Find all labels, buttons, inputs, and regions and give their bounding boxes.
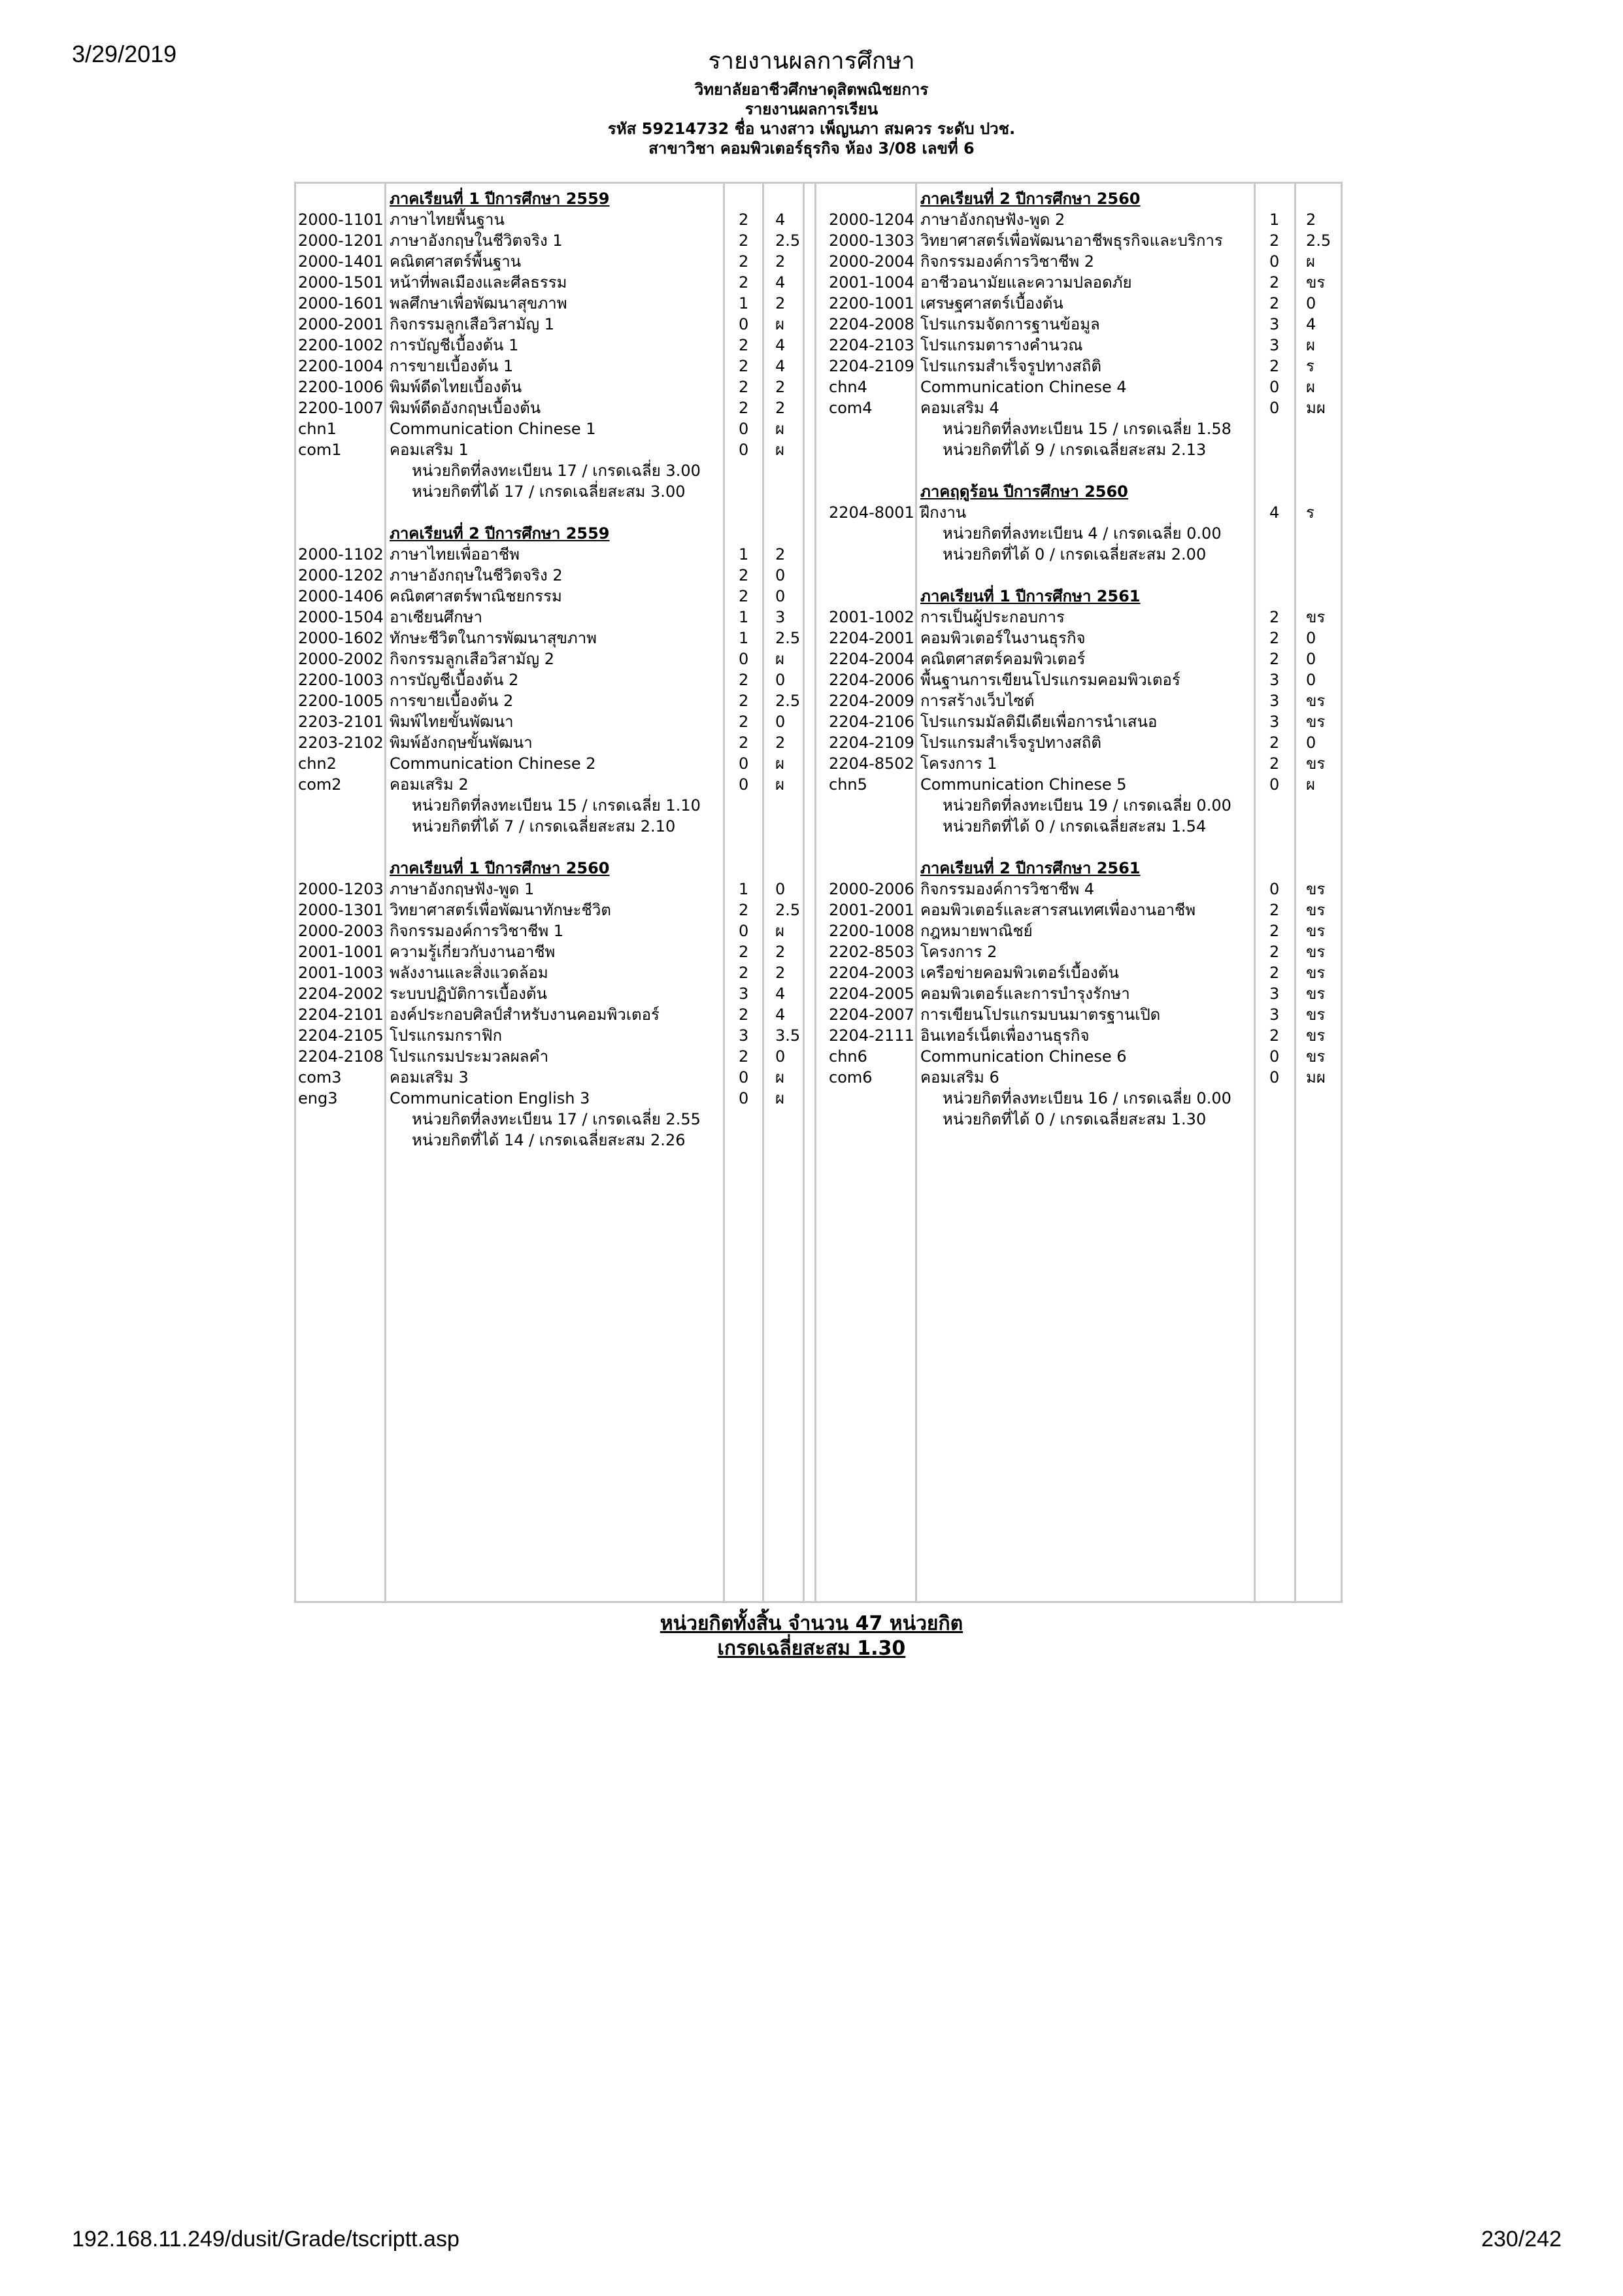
course-code: com4	[829, 399, 873, 417]
course-credit: 3	[739, 985, 749, 1003]
course-code: chn1	[298, 420, 337, 438]
course-credit: 2	[1269, 608, 1280, 626]
course-name: ภาษาอังกฤษในชีวิตจริง 2	[390, 566, 563, 584]
registered-credits-gpa: หน่วยกิตที่ลงทะเบียน 17 / เกรดเฉลี่ย 3.00	[412, 462, 701, 480]
semester-title-text: ภาคเรียนที่ 1 ปีการศึกษา 2561	[920, 587, 1141, 605]
registered-credits-gpa: หน่วยกิตที่ลงทะเบียน 16 / เกรดเฉลี่ย 0.00	[943, 1089, 1231, 1107]
course-grade: ขร	[1306, 880, 1326, 898]
course-grade: 3.5	[775, 1026, 801, 1045]
print-url: 192.168.11.249/dusit/Grade/tscriptt.asp	[72, 2227, 460, 2252]
course-grade: ผ	[775, 1068, 785, 1087]
course-name: การบัญชีเบื้องต้น 1	[390, 336, 519, 354]
course-credit: 0	[739, 922, 749, 940]
course-credit: 1	[739, 629, 749, 647]
course-name: คอมเสริม 2	[390, 775, 469, 794]
course-grade: 4	[1306, 315, 1316, 333]
course-grade: ผ	[1306, 252, 1316, 271]
course-name: พิมพ์ดีดไทยเบื้องต้น	[390, 378, 522, 396]
course-credit: 2	[1269, 294, 1280, 312]
column-divider	[1254, 182, 1256, 1603]
course-name: ภาษาอังกฤษฟัง-พูด 2	[920, 211, 1065, 229]
course-credit: 0	[739, 1068, 749, 1087]
registered-credits-gpa: หน่วยกิตที่ลงทะเบียน 19 / เกรดเฉลี่ย 0.00	[943, 796, 1231, 815]
course-code: 2001-1001	[298, 943, 384, 961]
course-credit: 2	[1269, 734, 1280, 752]
earned-credits-cumulative-gpa: หน่วยกิตที่ได้ 7 / เกรดเฉลี่ยสะสม 2.10	[412, 817, 676, 836]
course-grade: ขร	[1306, 754, 1326, 773]
course-credit: 2	[739, 566, 749, 584]
course-grade: ผ	[775, 315, 785, 333]
course-credit: 2	[739, 211, 749, 229]
course-grade: ผ	[775, 650, 785, 668]
course-grade: ผ	[775, 1089, 785, 1107]
course-credit: 2	[739, 901, 749, 919]
course-grade: 4	[775, 985, 786, 1003]
course-name: คอมพิวเตอร์และสารสนเทศเพื่องานอาชีพ	[920, 901, 1196, 919]
course-code: 2001-1003	[298, 964, 384, 982]
course-grade: 2	[775, 734, 786, 752]
course-grade: ผ	[775, 441, 785, 459]
course-credit: 2	[1269, 922, 1280, 940]
course-name: คอมเสริม 1	[390, 441, 469, 459]
college-name: วิทยาลัยอาชีวศึกษาดุสิตพณิชยการ	[694, 80, 929, 99]
course-credit: 2	[739, 734, 749, 752]
course-grade: 2	[775, 399, 786, 417]
course-credit: 2	[739, 964, 749, 982]
course-code: chn6	[829, 1047, 867, 1066]
course-code: 2200-1005	[298, 692, 384, 710]
course-credit: 3	[1269, 336, 1280, 354]
course-grade: 4	[775, 273, 786, 292]
course-name: Communication Chinese 1	[390, 420, 596, 438]
course-grade: ผ	[775, 922, 785, 940]
earned-credits-cumulative-gpa: หน่วยกิตที่ได้ 14 / เกรดเฉลี่ยสะสม 2.26	[412, 1131, 686, 1149]
course-code: 2203-2102	[298, 734, 384, 752]
course-code: chn5	[829, 775, 867, 794]
course-code: 2204-2109	[829, 357, 914, 375]
course-code: 2000-2004	[829, 252, 914, 271]
course-credit: 1	[739, 608, 749, 626]
course-grade: 2	[775, 943, 786, 961]
course-grade: 0	[775, 713, 786, 731]
column-divider	[723, 182, 725, 1603]
course-grade: 0	[1306, 671, 1316, 689]
course-credit: 2	[739, 378, 749, 396]
course-grade: ผ	[1306, 378, 1316, 396]
course-grade: 2	[1306, 211, 1316, 229]
course-name: หน้าที่พลเมืองและศีลธรรม	[390, 273, 567, 292]
earned-credits-cumulative-gpa: หน่วยกิตที่ได้ 9 / เกรดเฉลี่ยสะสม 2.13	[943, 441, 1207, 459]
course-name: คอมเสริม 6	[920, 1068, 999, 1087]
course-credit: 2	[1269, 943, 1280, 961]
course-grade: 0	[775, 671, 786, 689]
course-code: 2000-2006	[829, 880, 914, 898]
course-name: Communication Chinese 5	[920, 775, 1127, 794]
course-name: Communication Chinese 4	[920, 378, 1127, 396]
course-grade: ขร	[1306, 1026, 1326, 1045]
course-credit: 2	[739, 692, 749, 710]
course-credit: 2	[1269, 650, 1280, 668]
course-code: 2204-2009	[829, 692, 914, 710]
course-name: Communication Chinese 6	[920, 1047, 1127, 1066]
course-code: 2204-2006	[829, 671, 914, 689]
column-divider	[1294, 182, 1296, 1603]
course-grade: 2	[775, 294, 786, 312]
course-name: กิจกรรมลูกเสือวิสามัญ 2	[390, 650, 554, 668]
course-grade: ขร	[1306, 964, 1326, 982]
print-date: 3/29/2019	[72, 41, 177, 67]
course-credit: 0	[739, 754, 749, 773]
course-grade: ขร	[1306, 943, 1326, 961]
course-name: กฎหมายพาณิชย์	[920, 922, 1033, 940]
course-credit: 0	[1269, 775, 1280, 794]
course-credit: 4	[1269, 503, 1280, 522]
semester-title-text: ภาคเรียนที่ 2 ปีการศึกษา 2559	[390, 524, 610, 543]
course-credit: 0	[1269, 252, 1280, 271]
course-grade: ขร	[1306, 985, 1326, 1003]
course-code: 2000-1601	[298, 294, 384, 312]
course-code: 2000-1501	[298, 273, 384, 292]
semester-title-text: ภาคเรียนที่ 1 ปีการศึกษา 2559	[390, 190, 610, 208]
course-code: 2202-8503	[829, 943, 914, 961]
course-credit: 2	[739, 943, 749, 961]
course-code: 2204-8001	[829, 503, 914, 522]
course-name: คณิตศาสตร์พื้นฐาน	[390, 252, 522, 271]
course-grade: 0	[1306, 294, 1316, 312]
course-credit: 3	[1269, 985, 1280, 1003]
course-name: การขายเบื้องต้น 2	[390, 692, 514, 710]
course-grade: ขร	[1306, 1005, 1326, 1024]
print-title: รายงานผลการศึกษา	[708, 47, 915, 74]
course-name: ภาษาไทยพื้นฐาน	[390, 211, 505, 229]
course-credit: 0	[739, 315, 749, 333]
course-grade: 0	[1306, 734, 1316, 752]
course-code: 2001-1002	[829, 608, 914, 626]
course-name: อินเทอร์เน็ตเพื่องานธุรกิจ	[920, 1026, 1090, 1045]
course-credit: 2	[1269, 1026, 1280, 1045]
column-divider	[814, 182, 816, 1603]
course-code: 2000-1301	[298, 901, 384, 919]
course-credit: 0	[739, 441, 749, 459]
course-code: 2204-2001	[829, 629, 914, 647]
course-credit: 1	[739, 880, 749, 898]
course-code: 2000-1204	[829, 211, 914, 229]
course-code: 2204-2004	[829, 650, 914, 668]
course-name: โปรแกรมมัลติมีเดียเพื่อการนำเสนอ	[920, 713, 1158, 731]
course-credit: 2	[739, 357, 749, 375]
course-code: 2001-2001	[829, 901, 914, 919]
course-grade: ผ	[775, 420, 785, 438]
course-name: โปรแกรมประมวลผลคำ	[390, 1047, 549, 1066]
course-grade: 4	[775, 336, 786, 354]
course-code: 2200-1008	[829, 922, 914, 940]
course-name: ทักษะชีวิตในการพัฒนาสุขภาพ	[390, 629, 597, 647]
course-name: โครงการ 1	[920, 754, 997, 773]
course-credit: 2	[739, 252, 749, 271]
course-name: การบัญชีเบื้องต้น 2	[390, 671, 519, 689]
course-credit: 0	[1269, 399, 1280, 417]
course-credit: 2	[1269, 901, 1280, 919]
course-code: 2200-1007	[298, 399, 384, 417]
column-divider	[803, 182, 805, 1603]
course-code: 2204-2109	[829, 734, 914, 752]
course-name: กิจกรรมลูกเสือวิสามัญ 1	[390, 315, 554, 333]
course-grade: ร	[1306, 357, 1314, 375]
course-grade: 2.5	[775, 231, 801, 250]
course-grade: 2	[775, 378, 786, 396]
semester-title-text: ภาคเรียนที่ 2 ปีการศึกษา 2560	[920, 190, 1141, 208]
course-name: ภาษาไทยเพื่ออาชีพ	[390, 545, 520, 564]
course-code: 2203-2101	[298, 713, 384, 731]
earned-credits-cumulative-gpa: หน่วยกิตที่ได้ 0 / เกรดเฉลี่ยสะสม 2.00	[943, 545, 1207, 564]
course-name: เศรษฐศาสตร์เบื้องต้น	[920, 294, 1063, 312]
course-grade: ผ	[1306, 775, 1316, 794]
course-name: การขายเบื้องต้น 1	[390, 357, 514, 375]
column-divider	[762, 182, 764, 1603]
course-name: เครือข่ายคอมพิวเตอร์เบื้องต้น	[920, 964, 1119, 982]
course-credit: 0	[1269, 378, 1280, 396]
course-name: โปรแกรมจัดการฐานข้อมูล	[920, 315, 1100, 333]
course-grade: ขร	[1306, 273, 1326, 292]
course-name: โปรแกรมกราฟิก	[390, 1026, 503, 1045]
course-name: พื้นฐานการเขียนโปรแกรมคอมพิวเตอร์	[920, 671, 1180, 689]
earned-credits-cumulative-gpa: หน่วยกิตที่ได้ 0 / เกรดเฉลี่ยสะสม 1.30	[943, 1110, 1207, 1128]
registered-credits-gpa: หน่วยกิตที่ลงทะเบียน 4 / เกรดเฉลี่ย 0.00	[943, 524, 1222, 543]
course-credit: 3	[1269, 713, 1280, 731]
course-credit: 0	[1269, 1068, 1280, 1087]
course-code: 2200-1006	[298, 378, 384, 396]
course-grade: 2.5	[775, 629, 801, 647]
course-code: com3	[298, 1068, 342, 1087]
course-code: eng3	[298, 1089, 338, 1107]
program-info: สาขาวิชา คอมพิวเตอร์ธุรกิจ ห้อง 3/08 เลขที่ 6	[648, 139, 975, 158]
course-credit: 2	[739, 713, 749, 731]
course-name: วิทยาศาสตร์เพื่อพัฒนาทักษะชีวิต	[390, 901, 611, 919]
course-name: องค์ประกอบศิลป์สำหรับงานคอมพิวเตอร์	[390, 1005, 660, 1024]
course-credit: 2	[1269, 357, 1280, 375]
course-grade: มผ	[1306, 1068, 1326, 1087]
course-credit: 0	[1269, 1047, 1280, 1066]
course-credit: 1	[739, 545, 749, 564]
course-grade: ขร	[1306, 922, 1326, 940]
course-name: พลังงานและสิ่งแวดล้อม	[390, 964, 548, 982]
course-name: พิมพ์ดีดอังกฤษเบื้องต้น	[390, 399, 541, 417]
course-grade: 3	[775, 608, 786, 626]
course-name: การเป็นผู้ประกอบการ	[920, 608, 1065, 626]
course-credit: 0	[739, 1089, 749, 1107]
course-credit: 2	[739, 336, 749, 354]
student-info: รหัส 59214732 ชื่อ นางสาว เพ็ญนภา สมควร ระดับ ปวช.	[607, 120, 1016, 138]
course-grade: 2.5	[1306, 231, 1331, 250]
report-title: รายงานผลการเรียน	[745, 100, 878, 118]
course-credit: 0	[739, 775, 749, 794]
course-credit: 2	[739, 1005, 749, 1024]
column-divider	[915, 182, 917, 1603]
course-name: การเขียนโปรแกรมบนมาตรฐานเปิด	[920, 1005, 1161, 1024]
course-code: 2000-1406	[298, 587, 384, 605]
course-grade: 4	[775, 1005, 786, 1024]
course-code: 2200-1004	[298, 357, 384, 375]
course-grade: ขร	[1306, 901, 1326, 919]
course-credit: 3	[1269, 315, 1280, 333]
course-grade: ผ	[775, 754, 785, 773]
course-grade: ผ	[775, 775, 785, 794]
semester-title-text: ภาคเรียนที่ 1 ปีการศึกษา 2560	[390, 859, 610, 877]
course-code: 2200-1003	[298, 671, 384, 689]
course-code: 2000-2003	[298, 922, 384, 940]
course-credit: 2	[739, 273, 749, 292]
semester-title-text: ภาคฤดูร้อน ปีการศึกษา 2560	[920, 482, 1128, 501]
course-grade: 0	[775, 566, 786, 584]
earned-credits-cumulative-gpa: หน่วยกิตที่ได้ 0 / เกรดเฉลี่ยสะสม 1.54	[943, 817, 1207, 836]
course-grade: ขร	[1306, 692, 1326, 710]
course-code: com6	[829, 1068, 873, 1087]
course-grade: ร	[1306, 503, 1314, 522]
total-credits: หน่วยกิตทั้งสิ้น จำนวน 47 หน่วยกิต	[660, 1612, 963, 1635]
course-credit: 2	[1269, 231, 1280, 250]
course-credit: 2	[739, 671, 749, 689]
course-name: ภาษาอังกฤษในชีวิตจริง 1	[390, 231, 563, 250]
course-credit: 3	[1269, 1005, 1280, 1024]
course-name: คณิตศาสตร์คอมพิวเตอร์	[920, 650, 1086, 668]
course-credit: 2	[739, 1047, 749, 1066]
course-code: 2204-2111	[829, 1026, 914, 1045]
course-name: โปรแกรมสำเร็จรูปทางสถิติ	[920, 734, 1101, 752]
cumulative-gpa: เกรดเฉลี่ยสะสม 1.30	[717, 1637, 906, 1660]
course-grade: 2.5	[775, 901, 801, 919]
course-name: คอมพิวเตอร์ในงานธุรกิจ	[920, 629, 1086, 647]
course-name: Communication Chinese 2	[390, 754, 596, 773]
course-name: กิจกรรมองค์การวิชาชีพ 4	[920, 880, 1095, 898]
course-grade: 2	[775, 252, 786, 271]
course-code: 2000-1102	[298, 545, 384, 564]
course-name: การสร้างเว็บไซต์	[920, 692, 1035, 710]
course-code: com1	[298, 441, 342, 459]
course-credit: 3	[1269, 692, 1280, 710]
course-code: 2000-1504	[298, 608, 384, 626]
course-name: คอมเสริม 4	[920, 399, 999, 417]
course-grade: มผ	[1306, 399, 1326, 417]
course-code: 2204-2103	[829, 336, 914, 354]
course-code: 2200-1001	[829, 294, 914, 312]
registered-credits-gpa: หน่วยกิตที่ลงทะเบียน 17 / เกรดเฉลี่ย 2.55	[412, 1110, 701, 1128]
course-name: คอมพิวเตอร์และการบำรุงรักษา	[920, 985, 1130, 1003]
course-name: ฝึกงาน	[920, 503, 967, 522]
course-grade: ขร	[1306, 713, 1326, 731]
course-name: พิมพ์อังกฤษขั้นพัฒนา	[390, 734, 533, 752]
course-code: 2204-2108	[298, 1047, 384, 1066]
course-credit: 2	[739, 587, 749, 605]
course-code: com2	[298, 775, 342, 794]
course-code: 2000-1203	[298, 880, 384, 898]
course-credit: 0	[739, 420, 749, 438]
course-name: โปรแกรมตารางคำนวณ	[920, 336, 1083, 354]
course-credit: 0	[739, 650, 749, 668]
course-code: 2204-2105	[298, 1026, 384, 1045]
course-name: ระบบปฏิบัติการเบื้องต้น	[390, 985, 547, 1003]
course-code: 2204-2008	[829, 315, 914, 333]
course-grade: 2	[775, 964, 786, 982]
course-code: 2204-2007	[829, 1005, 914, 1024]
course-name: คอมเสริม 3	[390, 1068, 469, 1087]
course-grade: 2	[775, 545, 786, 564]
course-name: ความรู้เกี่ยวกับงานอาชีพ	[390, 943, 556, 961]
course-grade: 2.5	[775, 692, 801, 710]
course-code: 2000-1201	[298, 231, 384, 250]
semester-title-text: ภาคเรียนที่ 2 ปีการศึกษา 2561	[920, 859, 1141, 877]
column-divider	[384, 182, 386, 1603]
course-credit: 3	[1269, 671, 1280, 689]
course-grade: ขร	[1306, 608, 1326, 626]
course-code: 2200-1002	[298, 336, 384, 354]
registered-credits-gpa: หน่วยกิตที่ลงทะเบียน 15 / เกรดเฉลี่ย 1.10	[412, 796, 701, 815]
course-grade: ผ	[1306, 336, 1316, 354]
course-name: อาชีวอนามัยและความปลอดภัย	[920, 273, 1132, 292]
course-name: โครงการ 2	[920, 943, 997, 961]
course-code: 2000-1101	[298, 211, 384, 229]
course-grade: 4	[775, 211, 786, 229]
course-name: วิทยาศาสตร์เพื่อพัฒนาอาชีพธุรกิจและบริการ	[920, 231, 1223, 250]
course-code: chn2	[298, 754, 337, 773]
course-grade: 0	[1306, 650, 1316, 668]
course-credit: 0	[1269, 880, 1280, 898]
course-name: คณิตศาสตร์พาณิชยกรรม	[390, 587, 562, 605]
course-grade: 0	[1306, 629, 1316, 647]
course-credit: 2	[739, 399, 749, 417]
registered-credits-gpa: หน่วยกิตที่ลงทะเบียน 15 / เกรดเฉลี่ย 1.58	[943, 420, 1231, 438]
course-credit: 1	[1269, 211, 1280, 229]
course-code: 2204-2005	[829, 985, 914, 1003]
course-name: กิจกรรมองค์การวิชาชีพ 2	[920, 252, 1095, 271]
course-code: 2000-1602	[298, 629, 384, 647]
course-name: พลศึกษาเพื่อพัฒนาสุขภาพ	[390, 294, 567, 312]
course-credit: 2	[1269, 964, 1280, 982]
course-code: 2000-1202	[298, 566, 384, 584]
course-code: 2204-2002	[298, 985, 384, 1003]
course-code: 2001-1004	[829, 273, 914, 292]
course-code: 2204-8502	[829, 754, 914, 773]
course-code: 2000-2001	[298, 315, 384, 333]
course-name: โปรแกรมสำเร็จรูปทางสถิติ	[920, 357, 1101, 375]
course-code: 2204-2106	[829, 713, 914, 731]
course-code: 2204-2003	[829, 964, 914, 982]
course-grade: ขร	[1306, 1047, 1326, 1066]
course-credit: 2	[1269, 629, 1280, 647]
course-code: 2000-1303	[829, 231, 914, 250]
course-code: 2204-2101	[298, 1005, 384, 1024]
course-name: กิจกรรมองค์การวิชาชีพ 1	[390, 922, 564, 940]
course-grade: 4	[775, 357, 786, 375]
course-name: พิมพ์ไทยขั้นพัฒนา	[390, 713, 514, 731]
course-code: 2000-2002	[298, 650, 384, 668]
course-code: chn4	[829, 378, 867, 396]
course-credit: 3	[739, 1026, 749, 1045]
course-name: Communication English 3	[390, 1089, 590, 1107]
course-credit: 2	[1269, 754, 1280, 773]
course-credit: 2	[739, 231, 749, 250]
course-credit: 2	[1269, 273, 1280, 292]
earned-credits-cumulative-gpa: หน่วยกิตที่ได้ 17 / เกรดเฉลี่ยสะสม 3.00	[412, 482, 686, 501]
course-credit: 1	[739, 294, 749, 312]
print-page-number: 230/242	[1481, 2227, 1562, 2252]
course-name: ภาษาอังกฤษฟัง-พูด 1	[390, 880, 535, 898]
course-grade: 0	[775, 880, 786, 898]
course-name: อาเซียนศึกษา	[390, 608, 482, 626]
course-code: 2000-1401	[298, 252, 384, 271]
course-grade: 0	[775, 587, 786, 605]
course-grade: 0	[775, 1047, 786, 1066]
